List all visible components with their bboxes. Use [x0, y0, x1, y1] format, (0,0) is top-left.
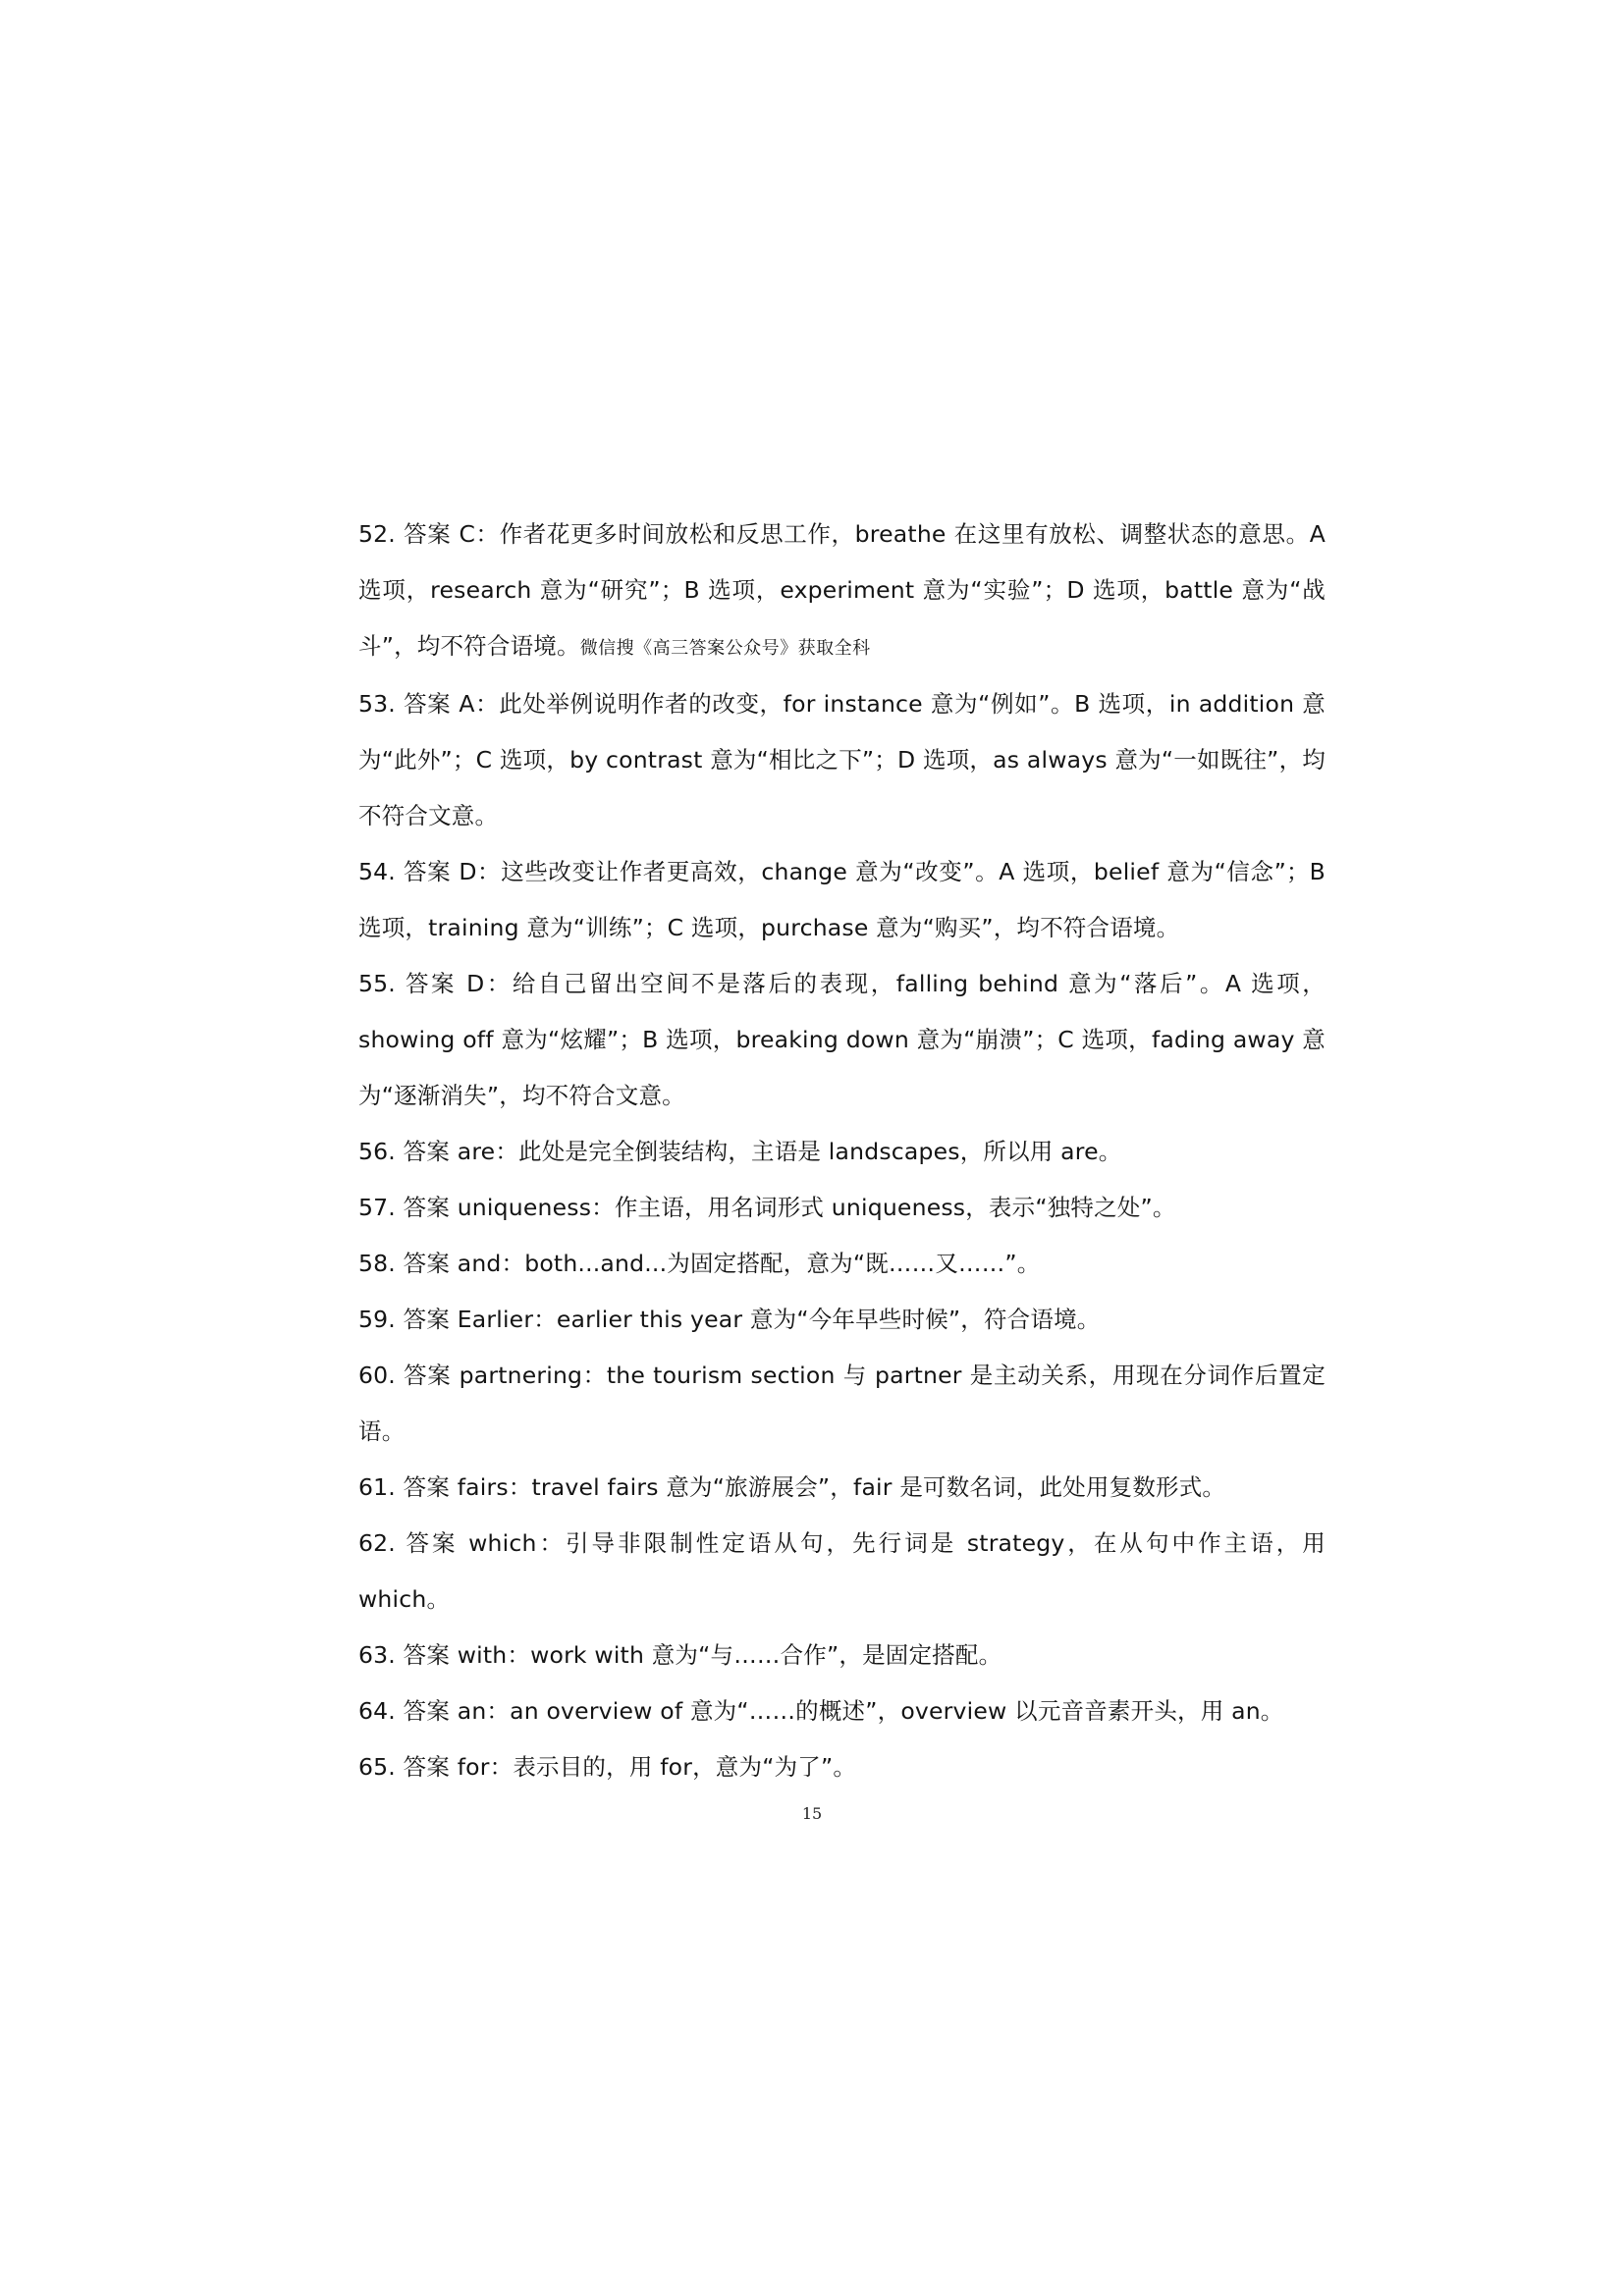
answer-entry-64: 64. 答案 an：an overview of 意为“……的概述”，overview 以元音音素开头，用 an。 — [358, 1697, 1284, 1725]
answer-entry-55: 55. 答案 D：给自己留出空间不是落后的表现，falling behind 意为“落后”。A 选项，showing off 意为“炫耀”；B 选项，breaking down 意为“崩溃”；C 选项，fading away 意为“逐渐消失”，均不符合文意。 — [358, 970, 1326, 1109]
page-number: 15 — [801, 1804, 823, 1823]
answer-entry-60: 60. 答案 partnering：the tourism section 与 partner 是主动关系，用现在分词作后置定语。 — [358, 1362, 1326, 1445]
answer-entry-53: 53. 答案 A：此处举例说明作者的改变，for instance 意为“例如”。B 选项，in addition 意为“此外”；C 选项，by contrast 意为“相比之下”；D 选项，as always 意为“一如既往”，均不符合文意。 — [358, 690, 1326, 829]
answer-text: 52. 答案 C：作者花更多时间放松和反思工作，breathe 在这里有放松、调整状态的意思。A 选项，research 意为“研究”；B 选项，experiment 意为“实验”；D 选项，battle 意为“战斗”，均不符合语境。 — [358, 520, 1326, 660]
answer-entry-61: 61. 答案 fairs：travel fairs 意为“旅游展会”，fair 是可数名词，此处用复数形式。 — [358, 1473, 1226, 1501]
promo-note: 微信搜《高三答案公众号》获取全科 — [579, 638, 871, 659]
answer-entry-65: 65. 答案 for：表示目的，用 for，意为“为了”。 — [358, 1753, 857, 1781]
answer-entry-54: 54. 答案 D：这些改变让作者更高效，change 意为“改变”。A 选项，belief 意为“信念”；B 选项，training 意为“训练”；C 选项，purchase 意为“购买”，均不符合语境。 — [358, 858, 1326, 941]
answer-entry-52 — [358, 507, 1326, 676]
answer-entry-62: 62. 答案 which：引导非限制性定语从句，先行词是 strategy，在从句中作主语，用 which。 — [358, 1529, 1326, 1613]
answer-entry-57: 57. 答案 uniqueness：作主语，用名词形式 uniqueness，表示“独特之处”。 — [358, 1194, 1176, 1221]
answer-entry-56: 56. 答案 are：此处是完全倒装结构，主语是 landscapes，所以用 are。 — [358, 1138, 1122, 1165]
answer-entry-58: 58. 答案 and：both...and...为固定搭配，意为“既……又……”。 — [358, 1250, 1041, 1277]
answer-explanations — [358, 507, 1326, 1795]
answer-entry-59: 59. 答案 Earlier：earlier this year 意为“今年早些时候”，符合语境。 — [358, 1306, 1101, 1333]
answer-entry-63: 63. 答案 with：work with 意为“与……合作”，是固定搭配。 — [358, 1641, 1002, 1669]
